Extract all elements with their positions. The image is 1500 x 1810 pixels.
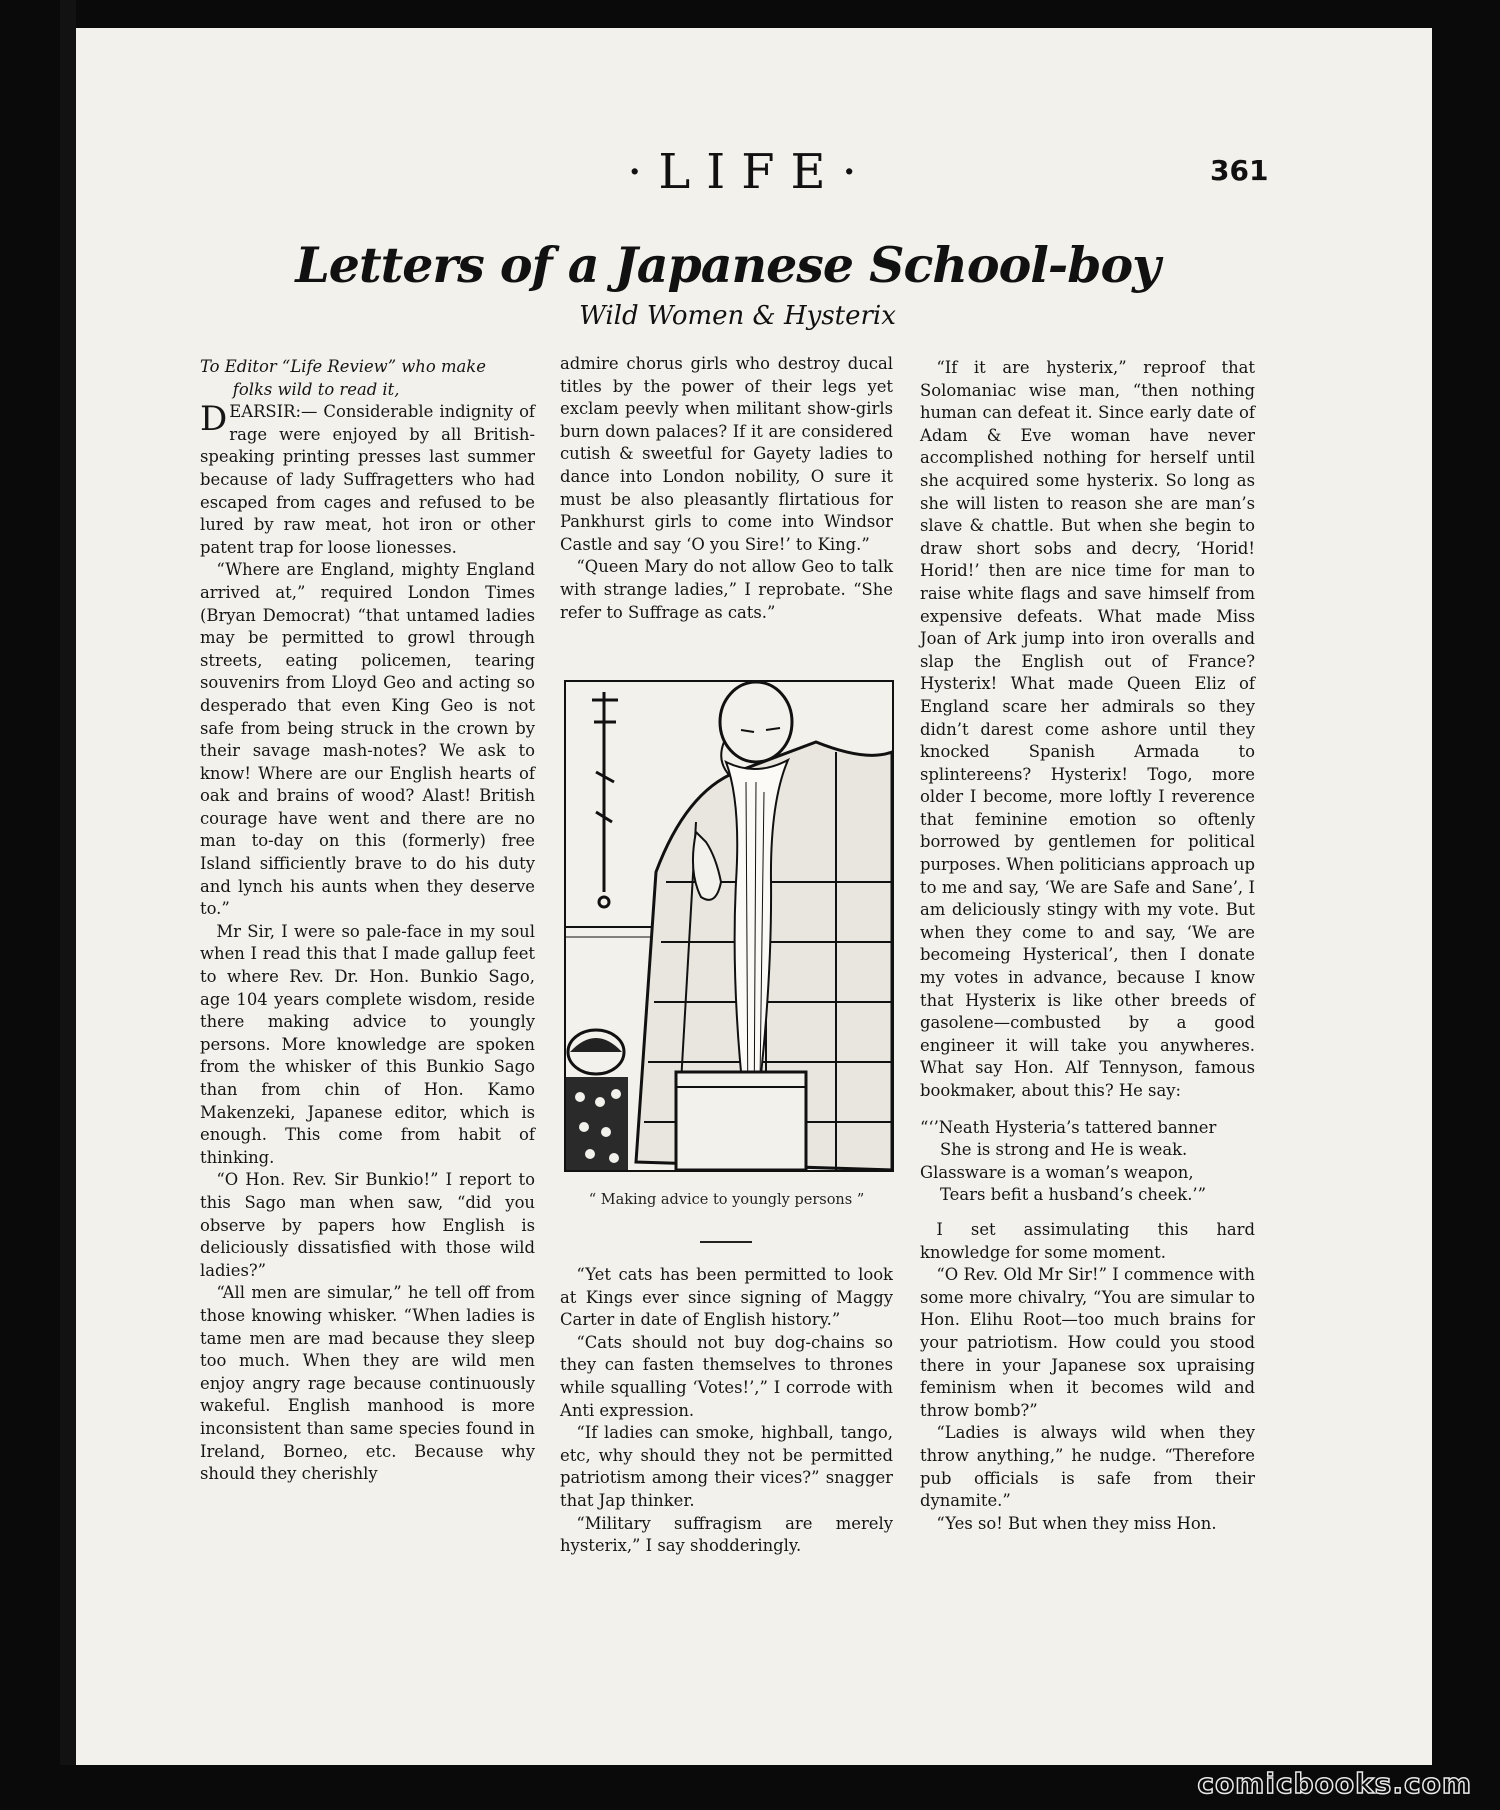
watermark: comicbooks.com xyxy=(1197,1767,1472,1800)
article-title: Letters of a Japanese School-boy xyxy=(295,236,1160,294)
paragraph: “Military suffragism are merely hysterix,” I say shodderingly. xyxy=(560,1513,893,1556)
column-3 xyxy=(920,357,1255,1535)
poem-line: She is strong and He is weak. xyxy=(940,1140,1188,1160)
illustration-sage xyxy=(564,680,894,1172)
salutation-line: folks wild to read it, xyxy=(232,379,400,399)
poem-quote xyxy=(920,1117,1255,1207)
poem-line: Tears befit a husband’s cheek.’” xyxy=(940,1185,1207,1205)
poem-line: Glassware is a woman’s weapon, xyxy=(920,1162,1194,1182)
paragraph-text: EARSIR:— Considerable indignity of rage were enjoyed by all British-speaking printing presses last summer because of lady Suffragetters who had escaped from cages and refused to be lured by raw meat, hot iron or other patent trap for loose lionesses. xyxy=(200,402,535,557)
paragraph: “Queen Mary do not allow Geo to talk with strange ladies,” I reprobate. “She refer to Suffrage as cats.” xyxy=(560,557,893,622)
paragraph: “O Rev. Old Mr Sir!” I commence with some more chivalry, “You are simular to Hon. Elihu Root—too much brains for your patriotism. How could you stood there in your Japanese sox upraising feminism when it becomes wild and throw bomb?” xyxy=(920,1265,1255,1420)
paragraph: I set assimulating this hard knowledge for some moment. xyxy=(920,1219,1255,1262)
column-2-bottom xyxy=(560,1264,893,1558)
paragraph: “Yet cats has been permitted to look at Kings ever since signing of Maggy Carter in date of English history.” xyxy=(560,1265,893,1330)
column-2-top xyxy=(560,353,893,624)
salutation xyxy=(200,356,535,401)
paragraph: Mr Sir, I were so pale-face in my soul when I read this that I made gallup feet to where Rev. Dr. Hon. Bunkio Sago, age 104 years complete wisdom, reside there making advice to youngly persons. More knowledge are spoken from the whisker of this Bunkio Sago than from chin of Hon. Kamo Makenzeki, Japanese editor, which is enough. This come from habit of thinking. xyxy=(200,921,535,1167)
paragraph: admire chorus girls who destroy ducal titles by the power of their legs yet exclam peevly when militant show-girls burn down palaces? If it are considered cutish & sweetful for Gayety ladies to dance into London nobility, O sure it must be also pleasantly flirtatious for Pankhurst girls to come into Windsor Castle and say ‘O you Sire!’ to King.” xyxy=(560,354,893,554)
masthead: ·LIFE· xyxy=(627,144,873,200)
top-border xyxy=(0,0,1500,28)
figure-caption: “ Making advice to youngly persons ” xyxy=(588,1192,865,1208)
page-number: 361 xyxy=(1210,154,1269,187)
sage-drawing xyxy=(566,682,892,1170)
paragraph: “O Hon. Rev. Sir Bunkio!” I report to this Sago man when saw, “did you observe by papers how English is deliciously dissatisfied with those wild ladies?” xyxy=(200,1170,535,1280)
section-divider xyxy=(700,1241,752,1243)
poem-line: “‘’Neath Hysteria’s tattered banner xyxy=(920,1117,1217,1137)
paragraph: “Cats should not buy dog-chains so they can fasten themselves to thrones while squalling ‘Votes!’,” I corrode with Anti expression. xyxy=(560,1332,893,1420)
paragraph: “If it are hysterix,” reproof that Solomaniac wise man, “then nothing human can defeat it. Since early date of Adam & Eve woman have never accomplished nothing for herself until she acquired some hysterix. So long as she will listen to reason she are man’s slave & chattle. But when she begin to draw short sobs and decry, ‘Horid! Horid!’ then are nice time for man to raise white flags and save himself from expensive defeats. What made Miss Joan of Ark jump into iron overalls and slap the English out of France? Hysterix! What made Queen Eliz of England scare her admirals so they didn’t darest come ashore until they knocked Spanish Armada to splintereens? Hysterix! Togo, more older I become, more loftly I reverence that feminine emotion so oftenly borrowed by gentlemen for political purposes. When politicians approach up to me and say, ‘We are Safe and Sane’, I am deliciously stingy with my vote. But when they come to and say, ‘We are becomeing Hysterical’, then I donate my votes in advance, because I know that Hysterix is like other breeds of gasolene—combusted by a good engineer it will take you anywheres. What say Hon. Alf Tennyson, famous bookmaker, about this? He say: xyxy=(920,358,1255,1100)
column-1 xyxy=(200,356,535,1486)
paragraph xyxy=(200,401,535,559)
paragraph: “If ladies can smoke, highball, tango, etc, why should they not be permitted patriotism among their vices?” snagger that Jap thinker. xyxy=(560,1423,893,1510)
paragraph: “Ladies is always wild when they throw anything,” he nudge. “Therefore pub officials is safe from their dynamite.” xyxy=(920,1423,1255,1511)
paragraph: “Yes so! But when they miss Hon. xyxy=(936,1513,1217,1533)
salutation-line: To Editor “Life Review” who make xyxy=(200,357,486,376)
article-subtitle: Wild Women & Hysterix xyxy=(579,301,896,331)
paragraph: “All men are simular,” he tell off from those knowing whisker. “When ladies is tame men are mad because they sleep too much. When they are wild men enjoy angry rage because continuously wakeful. English manhood is more inconsistent than same species found in Ireland, Borneo, etc. Because why should they cherishly xyxy=(200,1283,535,1484)
drop-cap: D xyxy=(200,399,228,440)
paragraph: “Where are England, mighty England arrived at,” required London Times (Bryan Democrat) “that untamed ladies may be permitted to growl through streets, eating policemen, tearing souvenirs from Lloyd Geo and acting so desperado that even King Geo is not safe from being struck in the crown by their savage mash-notes? We ask to know! Where are our English hearts of oak and brains of wood? Alast! British courage have went and there are no man to-day on this (formerly) free Island sifficiently brave to do his duty and lynch his aunts when they deserve to.” xyxy=(200,560,535,919)
